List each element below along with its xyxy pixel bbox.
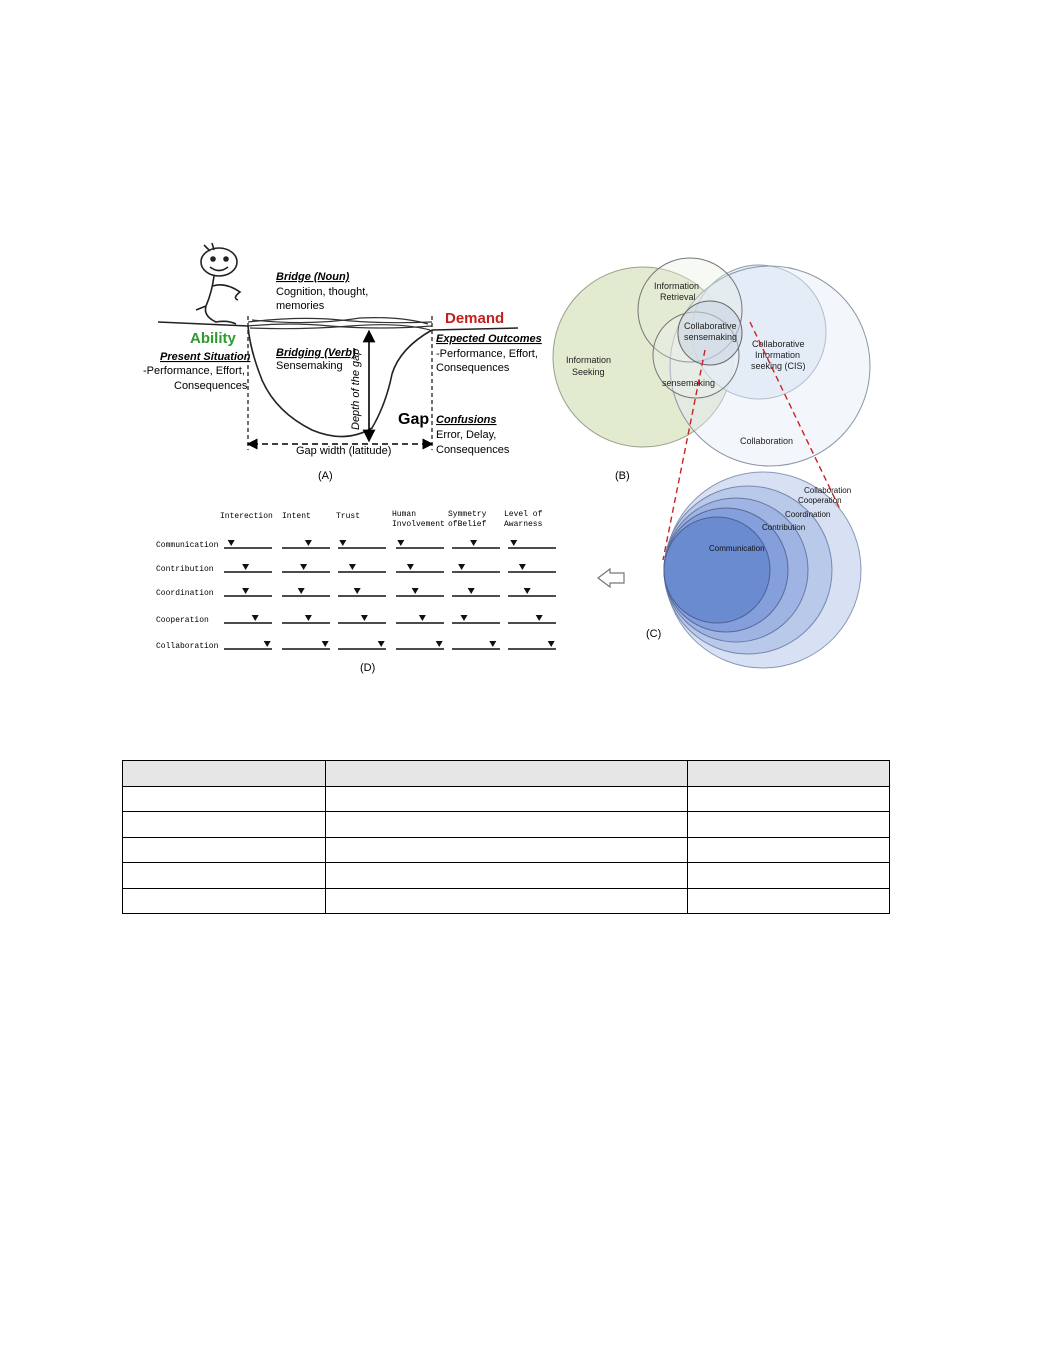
table-cell	[326, 863, 688, 889]
expected-outcomes-line1: -Performance, Effort,	[436, 348, 538, 360]
scale-marker	[510, 540, 517, 546]
expected-outcomes-line2: Consequences	[436, 362, 510, 374]
scale-marker	[228, 540, 235, 546]
table-cell	[326, 837, 688, 863]
panel-d-scale-matrix	[156, 510, 556, 674]
scale-marker	[458, 564, 465, 570]
scale-marker	[470, 540, 477, 546]
row-label-coordination: Coordination	[156, 589, 214, 598]
table-cell	[688, 863, 890, 889]
scale-marker	[339, 540, 346, 546]
table-row	[123, 863, 890, 889]
confusions-title: Confusions	[436, 414, 497, 426]
panel-c-label: (C)	[646, 628, 662, 640]
collaboration-label: Collaboration	[740, 436, 794, 446]
confusions-line1: Error, Delay,	[436, 429, 497, 441]
information-retrieval-line2: Retrieval	[660, 292, 696, 302]
table-cell	[123, 812, 326, 838]
ability-label: Ability	[190, 330, 236, 347]
panel-c-nested-circles	[646, 472, 861, 668]
communication-level-circle	[664, 517, 770, 623]
col-header-4-line2: Involvement	[392, 520, 445, 529]
scale-marker	[397, 540, 404, 546]
row-label-communication: Communication	[156, 541, 219, 550]
table-cell	[326, 786, 688, 812]
table-cell	[688, 837, 890, 863]
table-row	[123, 888, 890, 914]
scale-marker	[300, 564, 307, 570]
present-situation-line2: Consequences	[174, 380, 248, 392]
panel-b-venn-diagram	[553, 258, 870, 482]
bridge-noun-line2: memories	[276, 300, 325, 312]
scale-marker	[412, 588, 419, 594]
table-header-cell	[688, 761, 890, 787]
table-header-cell	[123, 761, 326, 787]
bridge-noun-title: Bridge (Noun)	[276, 271, 350, 283]
scale-marker	[242, 588, 249, 594]
present-situation-line1: -Performance, Effort,	[143, 365, 245, 377]
table-row	[123, 812, 890, 838]
col-header-1-line1: Interection	[220, 512, 273, 521]
information-retrieval-line1: Information	[654, 281, 700, 291]
scale-marker	[361, 615, 368, 621]
panel-d-label: (D)	[360, 662, 376, 674]
information-seeking-line2: Seeking	[572, 367, 605, 377]
panel-a-label: (A)	[318, 470, 333, 482]
col-header-2-line1: Intent	[282, 512, 311, 521]
collaboration-level-label: Collaboration	[804, 486, 852, 495]
expected-outcomes-title: Expected Outcomes	[436, 333, 542, 345]
scale-marker	[461, 615, 468, 621]
table-cell	[123, 837, 326, 863]
demand-label: Demand	[445, 310, 505, 327]
scale-marker	[242, 564, 249, 570]
scale-marker	[407, 564, 414, 570]
scale-marker	[519, 564, 526, 570]
empty-table	[122, 760, 890, 914]
scale-marker	[252, 615, 259, 621]
table-cell	[326, 888, 688, 914]
left-arrow-icon	[598, 569, 624, 587]
collaborative-sensemaking-line2: sensemaking	[684, 332, 738, 342]
panel-a-gap-diagram	[143, 243, 542, 482]
table-row	[123, 837, 890, 863]
cis-line1: Collaborative	[752, 339, 805, 349]
scale-marker	[436, 641, 443, 647]
cis-line3: seeking (CIS)	[751, 361, 806, 371]
table-cell	[123, 786, 326, 812]
cooperation-level-label: Cooperation	[798, 496, 842, 505]
table-header-cell	[326, 761, 688, 787]
bridging-verb-line1: Sensemaking	[276, 360, 343, 372]
bridge-noun-line1: Cognition, thought,	[276, 286, 369, 298]
gap-label: Gap	[398, 411, 430, 428]
scale-marker	[536, 615, 543, 621]
coordination-level-label: Coordination	[785, 510, 831, 519]
table-header-row	[123, 761, 890, 787]
table-cell	[123, 863, 326, 889]
panel-b-label: (B)	[615, 470, 630, 482]
table-cell	[688, 888, 890, 914]
table-cell	[123, 888, 326, 914]
col-header-6-line1: Level of	[504, 510, 543, 519]
panel-d-marks	[224, 540, 556, 649]
table-cell	[688, 812, 890, 838]
table-cell	[326, 812, 688, 838]
information-seeking-line1: Information	[566, 355, 612, 365]
row-label-collaboration: Collaboration	[156, 642, 219, 651]
col-header-5-line2: ofBelief	[448, 520, 487, 529]
scale-marker	[548, 641, 555, 647]
gap-width-label: Gap width (latitude)	[296, 445, 392, 457]
scale-marker	[264, 641, 271, 647]
bridging-verb-title: Bridging (Verb)	[276, 347, 356, 359]
present-situation-title: Present Situation	[160, 351, 251, 363]
scale-marker	[298, 588, 305, 594]
stick-figure-icon	[196, 243, 240, 324]
col-header-4-line1: Human	[392, 510, 417, 519]
scale-marker	[322, 641, 329, 647]
col-header-3-line1: Trust	[336, 512, 361, 521]
collaborative-sensemaking-line1: Collaborative	[684, 321, 737, 331]
scale-marker	[489, 641, 496, 647]
table-row	[123, 786, 890, 812]
scale-marker	[305, 540, 312, 546]
scale-marker	[468, 588, 475, 594]
contribution-level-label: Contribution	[762, 523, 806, 532]
row-label-cooperation: Cooperation	[156, 616, 209, 625]
depth-of-gap-label: Depth of the gap	[350, 348, 362, 430]
col-header-5-line1: Symmetry	[448, 510, 487, 519]
confusions-line2: Consequences	[436, 444, 510, 456]
scale-marker	[354, 588, 361, 594]
col-header-6-line2: Awarness	[504, 520, 543, 529]
cis-line2: Information	[755, 350, 801, 360]
sensemaking-label: sensemaking	[662, 378, 716, 388]
scale-marker	[419, 615, 426, 621]
communication-level-label: Communication	[709, 544, 765, 553]
scale-marker	[305, 615, 312, 621]
bridge-shape	[248, 318, 432, 330]
scale-marker	[349, 564, 356, 570]
row-label-contribution: Contribution	[156, 565, 214, 574]
scale-marker	[378, 641, 385, 647]
table-cell	[688, 786, 890, 812]
scale-marker	[524, 588, 531, 594]
